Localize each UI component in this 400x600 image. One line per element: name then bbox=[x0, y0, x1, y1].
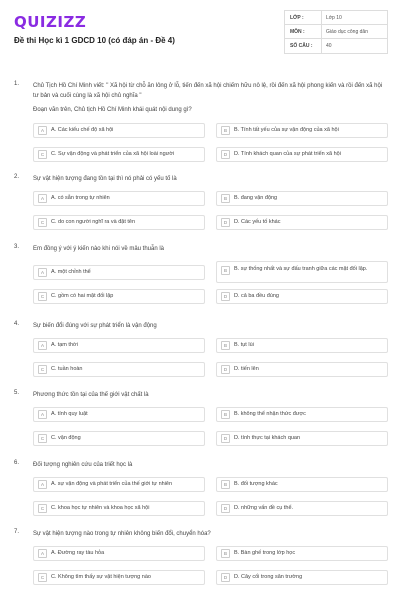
option-text: D. tiến lên bbox=[234, 366, 259, 372]
option-c[interactable] bbox=[33, 289, 205, 304]
option-text: A. một chỉnh thể bbox=[51, 269, 91, 275]
option-letter-badge: A bbox=[38, 194, 47, 203]
option-text: D. Cây cối trong sân trường bbox=[234, 574, 303, 580]
option-a[interactable] bbox=[33, 546, 205, 561]
option-a[interactable] bbox=[33, 477, 205, 492]
option-b[interactable] bbox=[216, 546, 388, 561]
option-d[interactable] bbox=[216, 289, 388, 304]
option-c[interactable] bbox=[33, 431, 205, 446]
question-number: 4. bbox=[14, 321, 20, 327]
option-d[interactable] bbox=[216, 501, 388, 516]
question-text: Em đồng ý với ý kiến nào khi nói về mâu thuẫn là bbox=[33, 246, 165, 252]
meta-value: Giáo dục công dân bbox=[321, 25, 387, 38]
option-text: D. tính thực tại khách quan bbox=[234, 435, 301, 441]
meta-row-class bbox=[285, 11, 387, 25]
option-letter-badge: A bbox=[38, 410, 47, 419]
option-c[interactable] bbox=[33, 570, 205, 585]
meta-key: LỚP : bbox=[290, 14, 304, 21]
option-letter-badge: D bbox=[221, 218, 230, 227]
option-c[interactable] bbox=[33, 501, 205, 516]
option-letter-badge: D bbox=[221, 573, 230, 582]
option-text: A. sự vận động và phát triển của thế giới tự nhiên bbox=[51, 481, 173, 487]
option-d[interactable] bbox=[216, 570, 388, 585]
question-number: 6. bbox=[14, 460, 20, 466]
option-text: C. Sự vận động và phát triển của xã hội loài người bbox=[51, 151, 175, 157]
meta-row-count bbox=[285, 39, 387, 53]
option-letter-badge: B bbox=[221, 266, 230, 275]
option-text: B. Bàn ghế trong lớp học bbox=[234, 550, 296, 556]
option-text: A. Các kiểu chế độ xã hội bbox=[51, 127, 114, 133]
option-text: C. gồm có hai mặt đối lập bbox=[51, 293, 114, 299]
option-letter-badge: D bbox=[221, 150, 230, 159]
option-letter-badge: D bbox=[221, 434, 230, 443]
question-text: Sự vật hiện tượng nào trong tự nhiên không biến đổi, chuyển hóa? bbox=[33, 531, 211, 537]
option-d[interactable] bbox=[216, 147, 388, 162]
option-letter-badge: A bbox=[38, 126, 47, 135]
option-text: C. vận động bbox=[51, 435, 81, 441]
option-a[interactable] bbox=[33, 123, 205, 138]
option-text: A. tính quy luật bbox=[51, 411, 88, 417]
option-text: D. Tính khách quan của sự phát triển xã hội bbox=[234, 151, 341, 157]
option-text: B. sự thống nhất và sự đấu tranh giữa các mặt đối lập. bbox=[234, 266, 368, 272]
option-letter-badge: C bbox=[38, 150, 47, 159]
option-letter-badge: A bbox=[38, 341, 47, 350]
question-number: 7. bbox=[14, 529, 20, 535]
page-title: Đề thi Học kì 1 GDCD 10 (có đáp án - Đề 4) bbox=[14, 36, 175, 45]
option-a[interactable] bbox=[33, 265, 205, 280]
meta-table bbox=[284, 10, 388, 54]
option-letter-badge: B bbox=[221, 194, 230, 203]
option-text: D. Các yếu tố khác bbox=[234, 219, 281, 225]
option-letter-badge: B bbox=[221, 480, 230, 489]
meta-key: SỐ CÂU : bbox=[290, 43, 313, 49]
option-text: A. có sẵn trong tự nhiên bbox=[51, 195, 110, 201]
option-letter-badge: A bbox=[38, 480, 47, 489]
question-text: Đối tượng nghiên cứu của triết học là bbox=[33, 462, 133, 468]
option-letter-badge: B bbox=[221, 341, 230, 350]
option-text: B. đối tượng khác bbox=[234, 481, 278, 487]
question-number: 3. bbox=[14, 244, 20, 250]
question-number: 2. bbox=[14, 174, 20, 180]
option-text: B. đang vận động bbox=[234, 195, 278, 201]
question-text: Sự vật hiện tượng đang tồn tại thì nó phải có yếu tố là bbox=[33, 176, 177, 182]
option-d[interactable] bbox=[216, 362, 388, 377]
option-text: C. Không tìm thấy sự vật hiện tượng nào bbox=[51, 574, 151, 580]
option-c[interactable] bbox=[33, 362, 205, 377]
option-c[interactable] bbox=[33, 147, 205, 162]
meta-value: 40 bbox=[321, 39, 387, 53]
option-b[interactable] bbox=[216, 477, 388, 492]
option-letter-badge: A bbox=[38, 268, 47, 277]
option-a[interactable] bbox=[33, 338, 205, 353]
option-a[interactable] bbox=[33, 407, 205, 422]
option-text: B. không thể nhận thức được bbox=[234, 411, 306, 417]
meta-key: MÔN : bbox=[290, 28, 305, 35]
option-b[interactable] bbox=[216, 407, 388, 422]
option-text: D. cả ba đều đúng bbox=[234, 293, 279, 299]
option-text: C. khoa học tự nhiên và khoa học xã hội bbox=[51, 505, 150, 511]
question-text: Phương thức tồn tại của thế giới vật chất là bbox=[33, 392, 149, 398]
option-letter-badge: C bbox=[38, 434, 47, 443]
option-text: C. tuần hoàn bbox=[51, 366, 83, 372]
option-letter-badge: C bbox=[38, 218, 47, 227]
option-text: B. tụt lùi bbox=[234, 342, 254, 348]
option-c[interactable] bbox=[33, 215, 205, 230]
question-number: 1. bbox=[14, 81, 20, 87]
meta-value: Lớp 10 bbox=[321, 11, 387, 24]
question-text: Chủ Tịch Hồ Chí Minh viết: " Xã hội từ chỗ ăn lông ở lỗ, tiến đến xã hội chiếm hữu nô lệ, rồi đến xã hội phong kiến và rồi đến xã hội tư bản và cuối cùng là xã hội chủ nghĩa " bbox=[33, 83, 383, 99]
option-letter-badge: C bbox=[38, 292, 47, 301]
option-a[interactable] bbox=[33, 191, 205, 206]
option-letter-badge: B bbox=[221, 549, 230, 558]
option-letter-badge: C bbox=[38, 365, 47, 374]
question-text: Sự biến đổi đúng với sự phát triển là vận động bbox=[33, 323, 157, 329]
option-letter-badge: B bbox=[221, 410, 230, 419]
option-letter-badge: C bbox=[38, 573, 47, 582]
option-b[interactable] bbox=[216, 123, 388, 138]
option-b[interactable] bbox=[216, 338, 388, 353]
option-text: B. Tính tất yếu của sự vận động của xã hội bbox=[234, 127, 339, 133]
option-d[interactable] bbox=[216, 215, 388, 230]
option-letter-badge: D bbox=[221, 292, 230, 301]
option-letter-badge: B bbox=[221, 126, 230, 135]
option-letter-badge: D bbox=[221, 504, 230, 513]
meta-row-subject bbox=[285, 25, 387, 39]
quizizz-logo: QUIZIZZ bbox=[14, 13, 87, 31]
question-subtext: Đoạn văn trên, Chủ tịch Hồ Chí Minh khái quát nội dung gì? bbox=[33, 107, 192, 113]
option-text: A. Đường ray tàu hỏa bbox=[51, 550, 105, 556]
option-d[interactable] bbox=[216, 431, 388, 446]
option-letter-badge: D bbox=[221, 365, 230, 374]
question-number: 5. bbox=[14, 390, 20, 396]
option-text: C. do con người nghĩ ra và đặt tên bbox=[51, 219, 136, 225]
option-letter-badge: C bbox=[38, 504, 47, 513]
option-text: D. những vấn đề cụ thể. bbox=[234, 505, 294, 511]
option-letter-badge: A bbox=[38, 549, 47, 558]
option-b[interactable] bbox=[216, 261, 388, 283]
option-b[interactable] bbox=[216, 191, 388, 206]
option-text: A. tạm thời bbox=[51, 342, 78, 348]
